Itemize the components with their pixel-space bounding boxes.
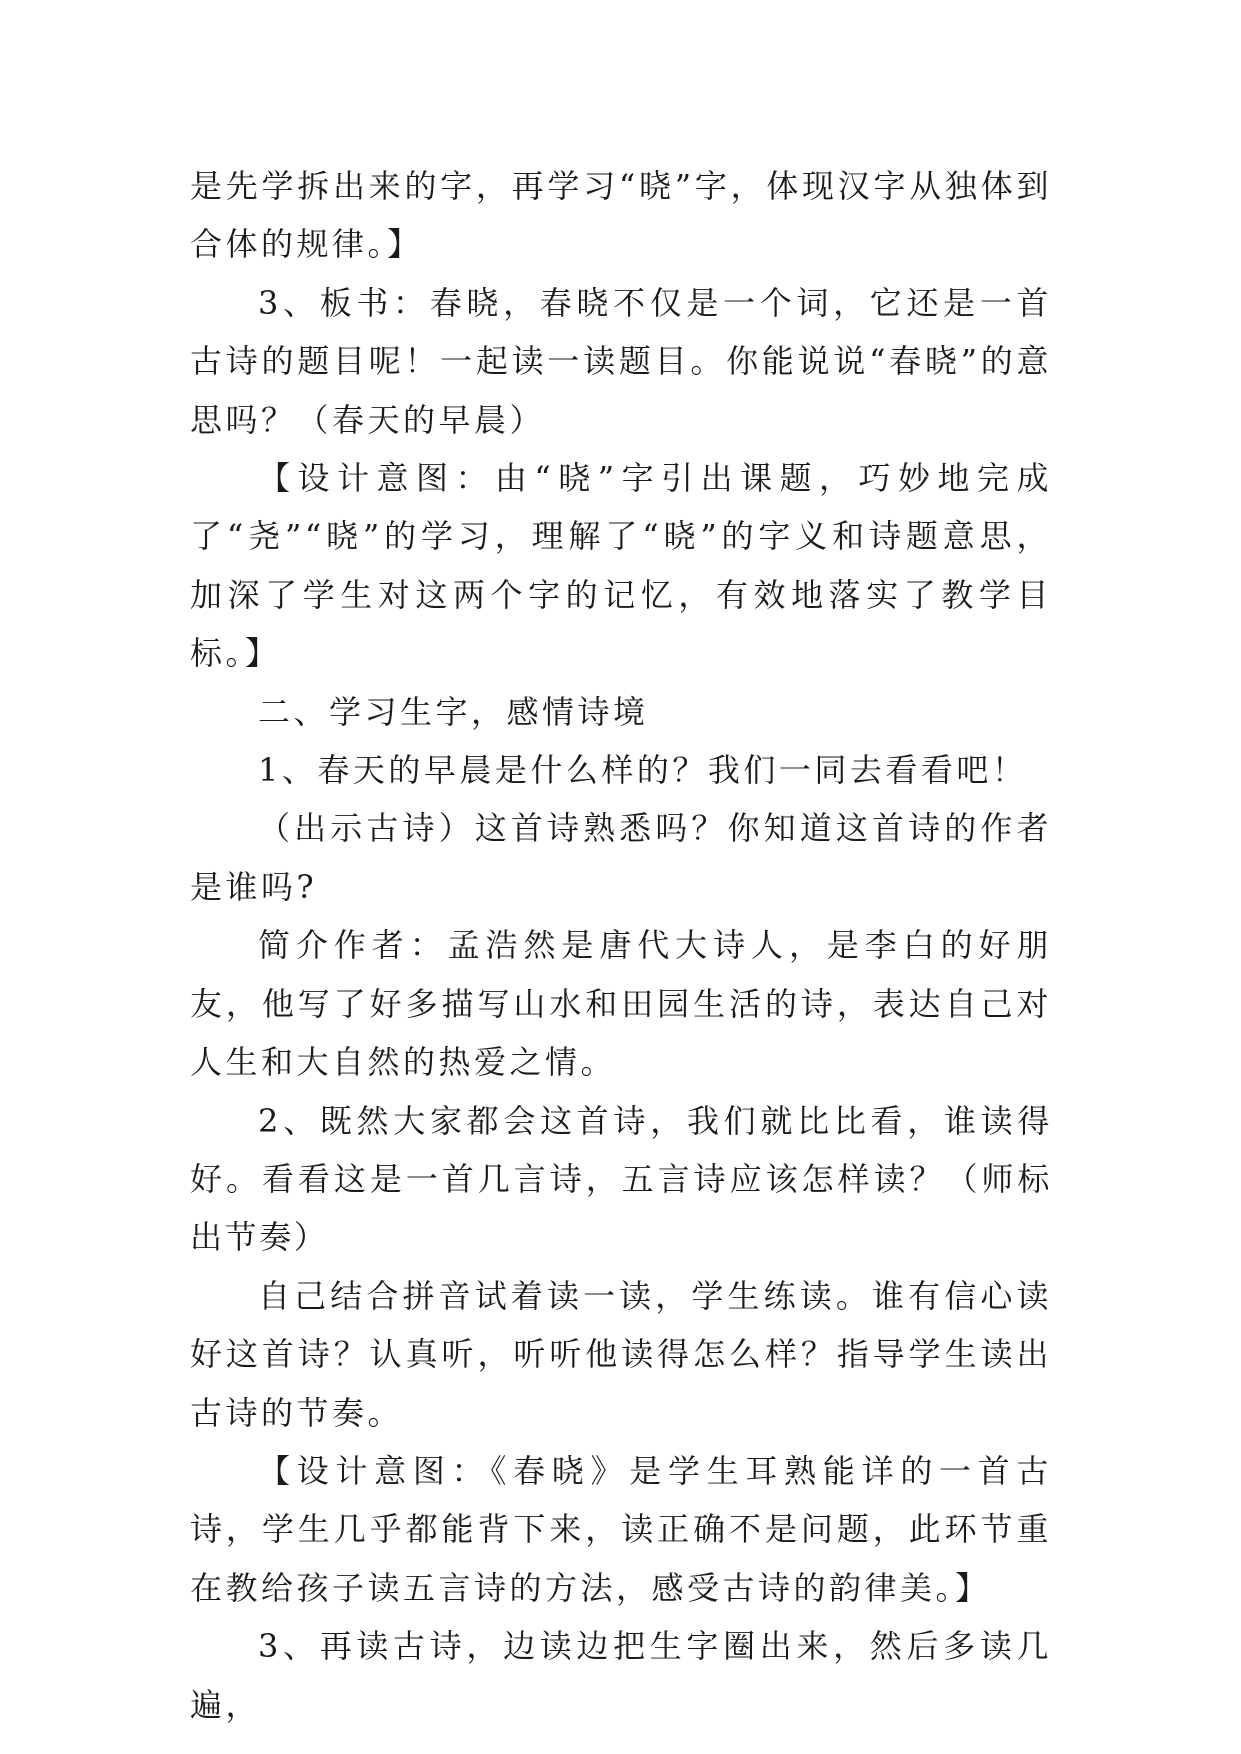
- section-heading-2: 二、学习生字，感情诗境: [258, 692, 649, 731]
- document-page: [190, 157, 1052, 1734]
- paragraph-design-intent-2: 【设计意图：《春晓》是学生耳熟能详的一首古诗，学生几乎都能背下来，读正确不是问题，此环节重在教给孩子读五言诗的方法，感受古诗的韵律美。】: [190, 1451, 1052, 1607]
- paragraph-step-3: 3、再读古诗，边读边把生字圈出来，然后多读几遍，: [190, 1627, 1052, 1724]
- paragraph-author-intro: 简介作者：孟浩然是唐代大诗人，是李白的好朋友，他写了好多描写山水和田园生活的诗，表达自己对人生和大自然的热爱之情。: [190, 926, 1052, 1082]
- paragraph-step-2: 2、既然大家都会这首诗，我们就比比看，谁读得好。看看这是一首几言诗，五言诗应该怎样读？（师标出节奏）: [190, 1101, 1052, 1257]
- paragraph-board-writing: 3、板书：春晓，春晓不仅是一个词，它还是一首古诗的题目呢！一起读一读题目。你能说说“春晓”的意思吗？（春天的早晨）: [190, 283, 1052, 439]
- paragraph-step-1: 1、春天的早晨是什么样的？我们一同去看看吧！: [258, 751, 1028, 790]
- paragraph-design-intent-1: 【设计意图：由“晓”字引出课题，巧妙地完成了“尧”“晓”的学习，理解了“晓”的字义和诗题意思，加深了学生对这两个字的记忆，有效地落实了教学目标。】: [190, 459, 1052, 673]
- paragraph-continuation: 是先学拆出来的字，再学习“晓”字，体现汉字从独体到合体的规律。】: [190, 167, 1052, 264]
- paragraph-show-poem: （出示古诗）这首诗熟悉吗？你知道这首诗的作者是谁吗?: [190, 809, 1052, 906]
- paragraph-practice-reading: 自己结合拼音试着读一读，学生练读。谁有信心读好这首诗？认真听，听听他读得怎么样？指导学生读出古诗的节奏。: [190, 1276, 1052, 1432]
